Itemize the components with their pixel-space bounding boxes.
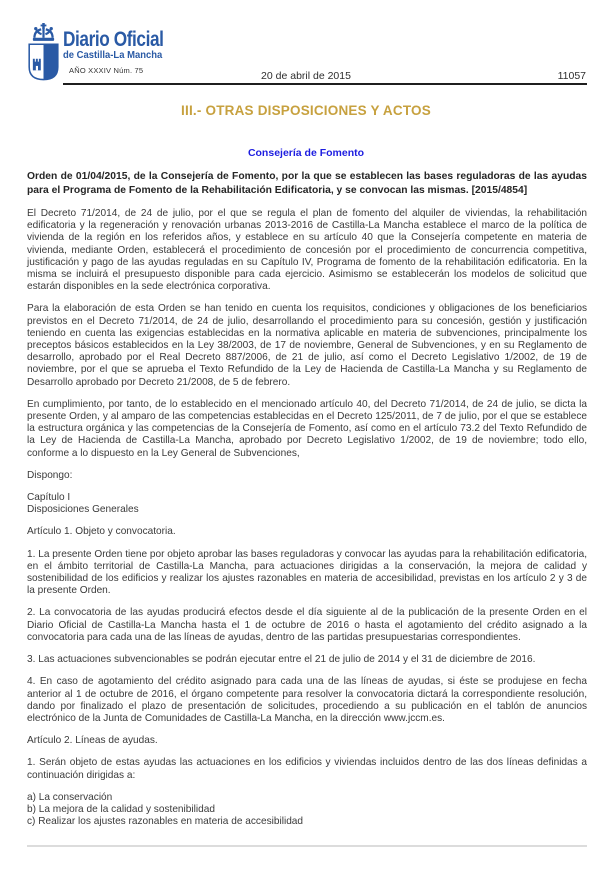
article-item: 1. Serán objeto de estas ayudas las actuaciones en los edificios y viviendas incluidos dentro de las dos líneas definidas a continuación dirigidas a: <box>27 757 587 781</box>
article-item: 4. En caso de agotamiento del crédito asignado para cada una de las líneas de ayudas, si éste se produjese en fecha anterior al 1 de octubre de 2016, el órgano competente para resolver la convocatoria dictará la correspondiente resolución, dando por finalizado el plazo de presentación de solicitudes, procediendo a su publicación en el tablón de anuncios electrónico de la Junta de Comunidades de Castilla-La Mancha, en la dirección www.jccm.es. <box>27 676 587 724</box>
organism-title: Consejería de Fomento <box>247 147 365 159</box>
dispongo-line: Dispongo: <box>27 469 73 481</box>
list-item: c) Realizar los ajustes razonables en materia de accesibilidad <box>27 816 304 828</box>
masthead <box>63 29 186 75</box>
gazette-header <box>0 0 612 91</box>
masthead-subtitle: de Castilla-La Mancha <box>63 49 163 61</box>
article-item: 2. La convocatoria de las ayudas producirá efectos desde el día siguiente al de la publicación de la presente Orden en el Diario Oficial de Castilla-La Mancha hasta el 1 de octubre de 2016 o hasta el agotamiento del crédito asignado a la convocatoria para cada una de las líneas de ayudas, dentro de las partidas presupuestarias correspondientes. <box>27 607 587 643</box>
paragraph: En cumplimiento, por tanto, de lo establecido en el mencionado artículo 40, del Decreto 71/2014, de 24 de julio, se dicta la presente Orden, y al amparo de las competencias establecidas en el Decreto 125/2011, de 7 de julio, por el que se establece la estructura orgánica y las competencias de la Consejería de Fomento, así como en el artículo 73.2 del Texto Refundido de la Ley de Hacienda de Castilla-La Mancha, aprobado por Decreto Legislativo 1/2002, de 19 de noviembre; todo ello, conforme a lo dispuesto en la Ley General de Subvenciones, <box>27 398 587 459</box>
chapter-number: Capítulo I <box>27 492 71 504</box>
edition-label: AÑO XXXIV Núm. 75 <box>69 66 144 75</box>
section-title: III.- OTRAS DISPOSICIONES Y ACTOS <box>181 103 431 118</box>
article-heading: Artículo 2. Líneas de ayudas. <box>27 735 158 747</box>
paragraph: Para la elaboración de esta Orden se han tenido en cuenta los requisitos, condiciones y obligaciones de los beneficiarios previstos en el Decreto 71/2014, de 24 de julio, desarrollando el procedimiento para su concesión, gestión y justificación teniendo en cuenta las exigencias establecidas en la normativa aplicable en materia de subvenciones, principalmente los preceptos básicos establecidos en la Ley 38/2003, de 17 de noviembre, General de Subvenciones, y en su Reglamento de desarrollo, aprobado por el Real Decreto 887/2006, de 21 de julio, así como el Decreto Legislativo 1/2002, de 19 de noviembre, por el que se aprueba el Texto Refundido de la Ley de Hacienda de Castilla-La Mancha y su Reglamento de Desarrollo aprobado por Decreto 21/2008, de 5 de febrero. <box>27 303 587 388</box>
list-item: a) La conservación <box>27 791 113 803</box>
article-heading: Artículo 1. Objeto y convocatoria. <box>27 526 176 538</box>
order-heading: Orden de 01/04/2015, de la Consejería de Fomento, por la que se establecen las bases reguladoras de las ayudas para el Programa de Fomento de la Rehabilitación Edificatoria, y se convocan las mismas. [2015/4854] <box>27 171 587 196</box>
document-body <box>27 170 587 828</box>
lettered-list <box>27 792 587 829</box>
masthead-title: Diario Oficial <box>63 28 164 51</box>
footer-divider <box>27 845 587 847</box>
paragraph: El Decreto 71/2014, de 24 de julio, por el que se regula el plan de fomento del alquiler de viviendas, la rehabilitación edificatoria y la regeneración y renovación urbanas 2013-2016 de Castilla-La Mancha establece el marco de la política de vivienda de la región en los referidos años, y establece en su artículo 40 que la Consejería competente en materia de vivienda, mediante Orden, establecerá el procedimiento de concesión por el procedimiento de concurrencia competitiva, justificación y pago de las ayudas reguladas en su Capítulo IV, Programa de fomento de la rehabilitación edificatoria. En la misma se incluirá el presupuesto disponible para cada ejercicio. Asimismo se establecerán los modelos de solicitud que estarán disponibles en la sede electrónica corporativa. <box>27 208 587 293</box>
page-number: 11057 <box>557 70 586 82</box>
article-item: 3. Las actuaciones subvencionables se podrán ejecutar entre el 21 de julio de 2014 y el 31 de diciembre de 2016. <box>27 654 536 666</box>
chapter-title: Disposiciones Generales <box>27 504 139 516</box>
header-divider <box>63 83 587 85</box>
article-item: 1. La presente Orden tiene por objeto aprobar las bases reguladoras y convocar las ayudas para la rehabilitación edificatoria, en el ámbito territorial de Castilla-La Mancha, para actuaciones dirigidas a la conservación, la mejora de calidad y sostenibilidad de los edificios y realizar los ajustes razonables en materia de accesibilidad, previstas en los artículo 2 y 3 de la presente Orden. <box>27 548 587 597</box>
chapter-block <box>27 492 587 516</box>
issue-date: 20 de abril de 2015 <box>261 70 351 82</box>
list-item: b) La mejora de la calidad y sostenibilidad <box>27 803 215 815</box>
